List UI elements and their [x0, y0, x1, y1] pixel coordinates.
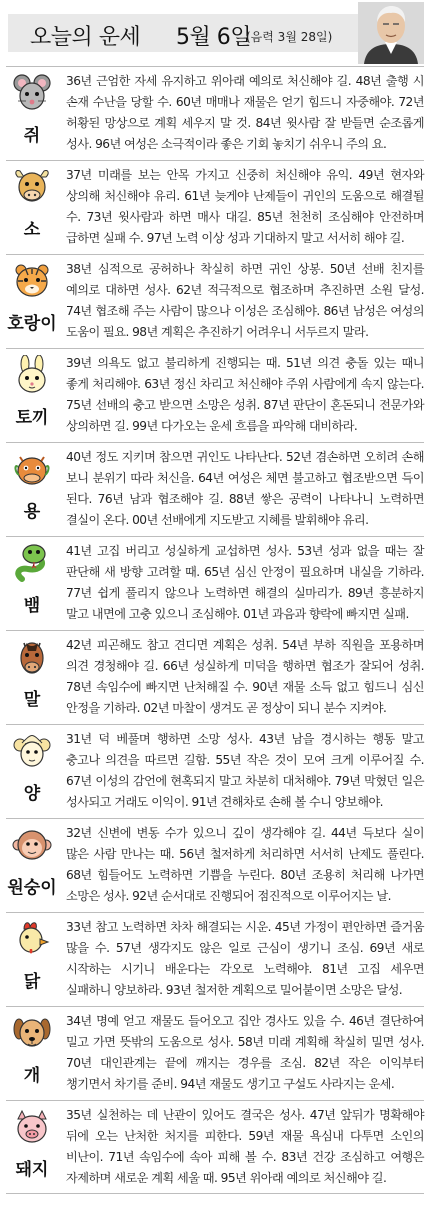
zodiac-animal — [6, 819, 58, 913]
zodiac-name: 소 — [23, 220, 41, 240]
page-title: 오늘의 운세 — [30, 25, 141, 50]
sheep-icon — [12, 731, 52, 771]
zodiac-name: 쥐 — [23, 126, 41, 146]
date-label: 5월 6일 — [176, 25, 251, 50]
author-portrait-icon — [358, 2, 424, 64]
zodiac-animal — [6, 255, 58, 349]
zodiac-row-rat — [6, 66, 424, 160]
pig-icon — [12, 1107, 52, 1147]
fortune-text: 38년 심적으로 공허하나 착실히 하면 귀인 상봉. 50년 선배 친지를 예의로 대하면 성사. 62년 적극적으로 협조하며 추진하면 소원 달성. 74년 협조해 주는 사람이 많으나 이성은 조심해야. 86년 남성은 여성의 도움이 필요. 98년 계획은 추진하기 어려우니 서두르지 말라. — [66, 262, 424, 339]
fortune-text: 34년 명예 얻고 재물도 들어오고 집안 경사도 있을 수. 46년 결단하여 밀고 가면 뜻밖의 도움으로 성사. 58년 미래 계획해 착실히 밀면 성사. 70년 대인관계는 끝에 깨지는 경우를 조심. 82년 작은 이익부터 챙기면서 차기를 준비. 94년 재물도 생기고 구설도 사라지는 운세. — [66, 1014, 424, 1091]
tiger-icon — [12, 261, 52, 301]
fortune-text: 32년 신변에 변동 수가 있으니 깊이 생각해야 길. 44년 득보다 실이 많은 사람 만나는 때. 56년 철저하게 처리하면 서서히 난제도 풀린다. 68년 힘들어도 노력하면 기쁨을 누린다. 80년 조용히 처리해 나가면 소망은 성사. 92년 순서대로 진행되어 점진적으로 이루어지는 날. — [66, 826, 424, 903]
zodiac-name: 뱀 — [23, 596, 41, 616]
dog-icon — [12, 1013, 52, 1053]
zodiac-name: 닭 — [23, 972, 41, 992]
zodiac-name: 용 — [23, 502, 41, 522]
zodiac-row-tiger — [6, 254, 424, 348]
fortune-text: 37년 미래를 보는 안목 가지고 신중히 처신해야 유익. 49년 현자와 상의해 처신해야 유리. 61년 늦게야 난제들이 귀인의 도움으로 해결될 수. 73년 윗사람과 하면 매사 대길. 85년 천천히 조심해야 안전하며 급하면 실패 수. 97년 노력 이상 성과 기대하지 말고 서서히 해야 길. — [66, 168, 424, 245]
monkey-icon — [12, 825, 52, 865]
rabbit-icon — [12, 355, 52, 395]
zodiac-name: 개 — [23, 1066, 41, 1086]
zodiac-name: 호랑이 — [7, 314, 57, 334]
zodiac-row-snake — [6, 536, 424, 630]
zodiac-row-sheep — [6, 724, 424, 818]
fortune-text: 40년 정도 지키며 참으면 귀인도 나타난다. 52년 겸손하면 오히려 손해 보니 분위기 따라 처신을. 64년 여성은 체면 불고하고 협조받으면 득이 된다. 76년 남과 협조해야 길. 88년 쌓은 공력이 나타나니 노력하면 결실이 온다. 00년 선배에게 지도받고 지혜를 발휘해야 유리. — [66, 450, 424, 527]
zodiac-animal — [6, 349, 58, 443]
zodiac-animal — [6, 913, 58, 1007]
fortune-text: 33년 참고 노력하면 차차 해결되는 시운. 45년 가정이 편안하면 즐거움 많을 수. 57년 생각지도 않은 일로 근심이 생기니 조심. 69년 새로 시작하는 시기니 배운다는 각오로 노력해야. 81년 고집 세우면 실패하니 양보하라. 93년 철저한 계획으로 밀어붙이면 소망은 달성. — [66, 920, 424, 997]
zodiac-name: 양 — [23, 784, 41, 804]
header — [0, 0, 430, 66]
zodiac-animal — [6, 161, 58, 255]
fortune-text: 39년 의욕도 없고 불리하게 진행되는 때. 51년 의견 충돌 있는 때니 좋게 처리해야. 63년 정신 차리고 처신해야 주위 사람에게 속지 않는다. 75년 선배의 충고 받으면 소망은 성취. 87년 판단이 혼돈되니 전문가와 상의하면 길. 99년 다가오는 운세 흐름을 파악해 대비하라. — [66, 356, 424, 433]
fortune-text: 42년 피곤해도 참고 견디면 계획은 성취. 54년 부하 직원을 포용하며 의견 경청해야 길. 66년 성실하게 미덕을 행하면 협조가 잘되어 성취. 78년 속임수에 빠지면 난처해질 수. 90년 재물 소득 없고 힘드니 심신 안정을 기하라. 02년 마찰이 생겨도 곧 정상이 되니 분수 지켜야. — [66, 638, 424, 715]
zodiac-name: 원숭이 — [7, 878, 57, 898]
rat-icon — [12, 73, 52, 113]
zodiac-row-dragon — [6, 442, 424, 536]
dragon-icon — [12, 449, 52, 489]
rooster-icon — [12, 919, 52, 959]
lunar-date-label: (음력 3월 28일) — [246, 30, 333, 44]
fortune-text: 41년 고집 버리고 성실하게 교섭하면 성사. 53년 성과 없을 때는 잘 판단해 새 방향 고려할 때. 65년 심신 안정이 필요하며 내실을 기하라. 77년 쉽게 풀리지 않으나 노력하면 해결의 실마리가. 89년 흥분하지 말고 내면에 고충 있으니 조심해야. 01년 과음과 향락에 빠지면 실패. — [66, 544, 424, 621]
zodiac-list — [6, 66, 424, 1194]
zodiac-animal — [6, 631, 58, 725]
fortune-text: 31년 덕 베풀며 행하면 소망 성사. 43년 남을 경시하는 행동 말고 충고나 의견을 따르면 길함. 55년 작은 것이 모여 크게 이루어질 수. 67년 이성의 감언에 현혹되지 말고 차분히 대처해야. 79년 막혔던 일은 성사되고 거래도 이익이. 91년 견해차로 손해 볼 수니 양보해야. — [66, 732, 424, 809]
fortune-text: 36년 근엄한 자세 유지하고 위아래 예의로 처신해야 길. 48년 출행 시 손재 수난을 당할 수. 60년 매매나 재물은 얻기 힘드니 자중해야. 72년 허황된 망상으로 계획 세우지 말 것. 84년 윗사람 잘 받들면 순조롭게 성사. 96년 여성은 소극적이라 좋은 기회 놓치기 쉬우니 주의 요. — [66, 74, 424, 151]
horse-icon — [12, 637, 52, 677]
zodiac-name: 토끼 — [15, 408, 49, 428]
zodiac-row-dog — [6, 1006, 424, 1100]
zodiac-name: 돼지 — [15, 1160, 49, 1180]
zodiac-animal — [6, 1007, 58, 1101]
zodiac-name: 말 — [23, 690, 41, 710]
zodiac-animal — [6, 1101, 58, 1195]
zodiac-row-rooster — [6, 912, 424, 1006]
zodiac-row-monkey — [6, 818, 424, 912]
zodiac-animal — [6, 725, 58, 819]
ox-icon — [12, 167, 52, 207]
snake-icon — [12, 543, 52, 583]
zodiac-row-horse — [6, 630, 424, 724]
zodiac-row-rabbit — [6, 348, 424, 442]
fortune-text: 35년 실천하는 데 난관이 있어도 결국은 성사. 47년 앞뒤가 명확해야 뒤에 오는 난처한 처지를 피한다. 59년 재물 욕심내 다투면 소인의 비난이. 71년 속임수에 속아 피해 볼 수. 83년 건강 조심하고 여행은 자제하며 새로운 계획 세울 때. 95년 위아래 예의로 처신해야 길. — [66, 1108, 424, 1185]
zodiac-row-pig — [6, 1100, 424, 1194]
zodiac-row-ox — [6, 160, 424, 254]
zodiac-animal — [6, 67, 58, 161]
zodiac-animal — [6, 443, 58, 537]
zodiac-animal — [6, 537, 58, 631]
